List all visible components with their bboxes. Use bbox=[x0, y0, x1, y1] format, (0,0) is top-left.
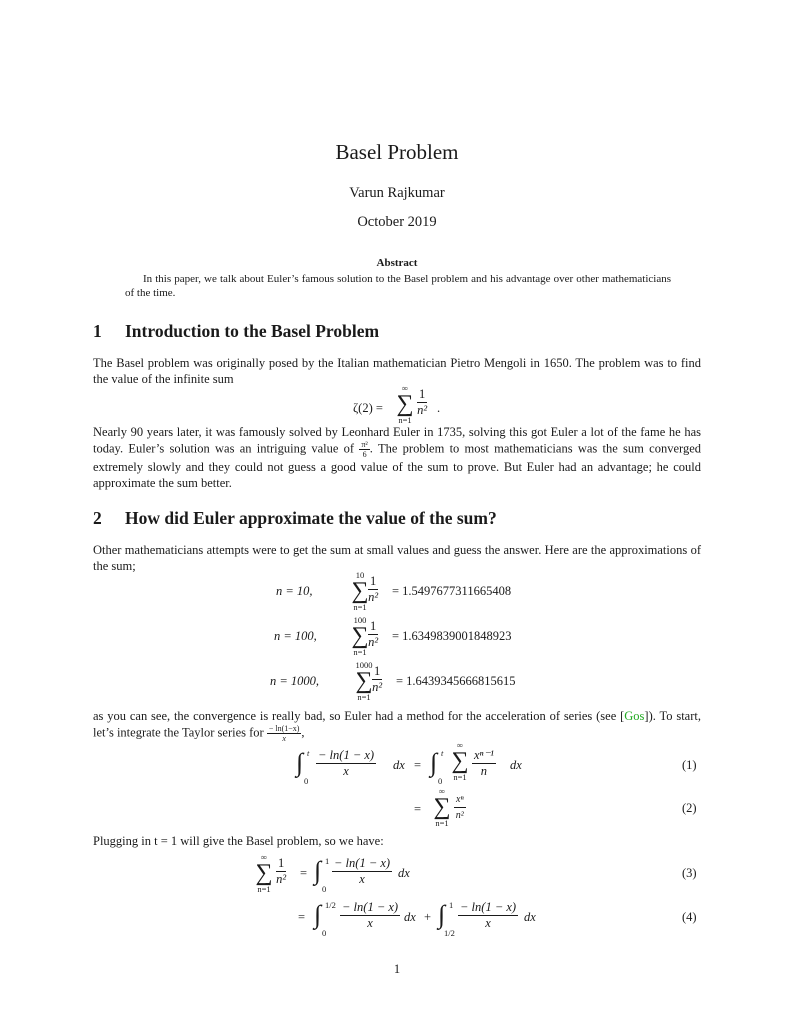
fraction bbox=[332, 856, 392, 887]
approx-value: = 1.6439345666815615 bbox=[396, 674, 516, 688]
equation-number: (4) bbox=[682, 910, 697, 924]
summation bbox=[448, 740, 472, 782]
denominator: x bbox=[282, 734, 286, 743]
abstract-text: In this paper, we talk about Euler’s famous solution to the Basel problem and his advantage over other mathematicians of the time. bbox=[125, 273, 671, 299]
numerator: xⁿ bbox=[454, 792, 466, 808]
sum-upper: ∞ bbox=[456, 740, 464, 750]
page-number: 1 bbox=[393, 962, 401, 976]
text-run: as you can see, the convergence is really bad, so Euler had a method for the acceleration of series (see [ bbox=[93, 709, 625, 723]
summation bbox=[430, 786, 454, 828]
author: Varun Rajkumar bbox=[349, 185, 445, 201]
section-number: 2 bbox=[93, 508, 102, 528]
sigma-icon: ∑ bbox=[355, 668, 373, 694]
denominator: 6 bbox=[362, 450, 367, 459]
dx: dx bbox=[404, 910, 416, 924]
equals: = bbox=[414, 802, 422, 816]
numerator: 1 bbox=[419, 387, 426, 401]
numerator: − ln(1 − x) bbox=[334, 856, 391, 870]
sum-lower: n=1 bbox=[257, 884, 271, 894]
fraction bbox=[472, 748, 496, 779]
taylor-fraction bbox=[267, 724, 305, 743]
date: October 2019 bbox=[357, 214, 437, 230]
citation-link[interactable]: Gos bbox=[624, 709, 645, 723]
sum-upper: ∞ bbox=[260, 852, 268, 862]
fraction bbox=[368, 619, 378, 650]
sum-upper: 100 bbox=[353, 615, 367, 625]
section-1-paragraph-2 bbox=[93, 424, 701, 491]
equals: = bbox=[300, 866, 308, 880]
fraction bbox=[368, 574, 378, 605]
n-label: n = 1000, bbox=[270, 674, 320, 688]
sum-lower: n=1 bbox=[353, 647, 367, 657]
fraction bbox=[458, 900, 518, 931]
summation bbox=[393, 383, 417, 425]
sum-lower: n=1 bbox=[398, 415, 412, 425]
numerator: − ln(1 − x) bbox=[460, 900, 517, 914]
fraction bbox=[276, 856, 286, 887]
section-number: 1 bbox=[93, 321, 102, 341]
equation-lhs: ζ(2) = bbox=[353, 401, 383, 415]
fraction bbox=[454, 792, 466, 823]
equation-number: (3) bbox=[682, 866, 697, 880]
sum-lower: n=1 bbox=[357, 692, 371, 702]
sum-lower: n=1 bbox=[453, 772, 467, 782]
dx: dx bbox=[510, 758, 522, 772]
dx: dx bbox=[398, 866, 410, 880]
section-title: Introduction to the Basel Problem bbox=[125, 321, 380, 341]
denominator: n² bbox=[372, 680, 383, 694]
section-2-paragraph-1: Other mathematicians attempts were to get the sum at small values and guess the answer. Here are the approximations of the sum; bbox=[93, 543, 701, 573]
int-lower: 0 bbox=[322, 928, 327, 938]
equals: = bbox=[298, 910, 306, 924]
period: . bbox=[437, 401, 441, 415]
sum-upper: ∞ bbox=[438, 786, 446, 796]
section-1-paragraph-1: The Basel problem was originally posed by the Italian mathematician Pietro Mengoli in 1650. The problem was to find the value of the infinite sum bbox=[93, 356, 701, 386]
sum-lower: n=1 bbox=[353, 602, 367, 612]
n-label: n = 100, bbox=[274, 629, 317, 643]
int-lower: 0 bbox=[438, 776, 443, 786]
approximation-row bbox=[270, 617, 570, 657]
equals: = bbox=[414, 758, 422, 772]
numerator: − ln(1 − x) bbox=[318, 748, 375, 762]
sum-upper: 1000 bbox=[355, 660, 373, 670]
numerator: 1 bbox=[278, 856, 285, 870]
summation bbox=[252, 852, 276, 894]
denominator: n² bbox=[417, 403, 428, 417]
integral-icon: ∫ bbox=[314, 900, 322, 929]
sigma-icon: ∑ bbox=[396, 391, 414, 417]
denominator: n² bbox=[368, 590, 379, 604]
text-run: ]). To start, let’s integrate the Taylor series for bbox=[93, 709, 701, 740]
integral-icon: ∫ bbox=[438, 900, 446, 929]
section-2-paragraph-2 bbox=[93, 708, 701, 743]
section-1-heading bbox=[93, 321, 379, 342]
integral-icon: ∫ bbox=[296, 748, 304, 777]
pi-squared-over-six bbox=[359, 440, 369, 459]
n-label: n = 10, bbox=[276, 584, 313, 598]
fraction bbox=[417, 387, 427, 418]
equation-number: (1) bbox=[682, 758, 697, 772]
int-lower: 1/2 bbox=[444, 928, 455, 938]
int-upper: 1 bbox=[325, 856, 330, 866]
fraction bbox=[316, 748, 376, 779]
equation-number: (2) bbox=[682, 801, 697, 815]
equation-1 bbox=[296, 740, 676, 788]
equation-2 bbox=[400, 786, 600, 832]
section-2-heading bbox=[93, 508, 497, 529]
int-upper: 1/2 bbox=[325, 900, 336, 910]
fraction bbox=[340, 900, 400, 931]
numerator: − ln(1−x) bbox=[268, 724, 300, 733]
numerator: 1 bbox=[370, 574, 377, 588]
sigma-icon: ∑ bbox=[351, 623, 369, 649]
int-upper: 1 bbox=[449, 900, 454, 910]
abstract-heading: Abstract bbox=[376, 257, 418, 269]
text-run: Nearly 90 years later, it was famously solved by Leonhard Euler in 1735, solving this got Euler a lot of the fame he has today. Euler’s solution was an intriguing value of bbox=[93, 425, 701, 456]
sum-lower: n=1 bbox=[435, 818, 449, 828]
integral-icon: ∫ bbox=[314, 856, 322, 885]
int-upper: t bbox=[441, 748, 444, 758]
approximation-row bbox=[270, 662, 570, 702]
text-run: . The problem to most mathematicians was the sum converged extremely slowly and they could not guess a good value of the sum to prove. But Euler had an advantage; he could approximate the sum better. bbox=[93, 441, 701, 490]
denominator: n bbox=[480, 764, 488, 778]
denominator: x bbox=[367, 916, 373, 930]
section-title: How did Euler approximate the value of the sum? bbox=[125, 508, 497, 528]
int-lower: 0 bbox=[304, 776, 309, 786]
sigma-icon: ∑ bbox=[255, 860, 273, 886]
section-2-paragraph-3: Plugging in t = 1 will give the Basel problem, so we have: bbox=[93, 834, 384, 848]
sigma-icon: ∑ bbox=[451, 748, 469, 774]
equation-4 bbox=[298, 900, 598, 940]
approximation-row bbox=[270, 572, 570, 612]
denominator: n² bbox=[368, 635, 379, 649]
denominator: x bbox=[343, 764, 349, 778]
denominator: x bbox=[359, 872, 365, 886]
approx-value: = 1.6349839001848923 bbox=[392, 629, 512, 643]
text-run: , bbox=[301, 725, 305, 740]
denominator: n² bbox=[276, 872, 287, 886]
numerator: xⁿ⁻¹ bbox=[474, 748, 494, 762]
numerator: − ln(1 − x) bbox=[342, 900, 399, 914]
numerator: 1 bbox=[370, 619, 377, 633]
approx-value: = 1.5497677311665408 bbox=[392, 584, 512, 598]
sigma-icon: ∑ bbox=[433, 794, 451, 820]
equation-3 bbox=[252, 852, 552, 896]
numerator: 1 bbox=[374, 664, 381, 678]
sum-upper: ∞ bbox=[401, 383, 409, 393]
int-upper: t bbox=[307, 748, 310, 758]
plus: + bbox=[424, 910, 432, 924]
integral-icon: ∫ bbox=[430, 748, 438, 777]
dx: dx bbox=[524, 910, 536, 924]
sigma-icon: ∑ bbox=[351, 578, 369, 604]
dx: dx bbox=[393, 758, 405, 772]
numerator: π² bbox=[361, 440, 368, 449]
sum-upper: 10 bbox=[355, 570, 365, 580]
paper-title: Basel Problem bbox=[335, 140, 459, 164]
denominator: n² bbox=[455, 810, 464, 821]
fraction bbox=[372, 664, 382, 695]
denominator: x bbox=[485, 916, 491, 930]
int-lower: 0 bbox=[322, 884, 327, 894]
